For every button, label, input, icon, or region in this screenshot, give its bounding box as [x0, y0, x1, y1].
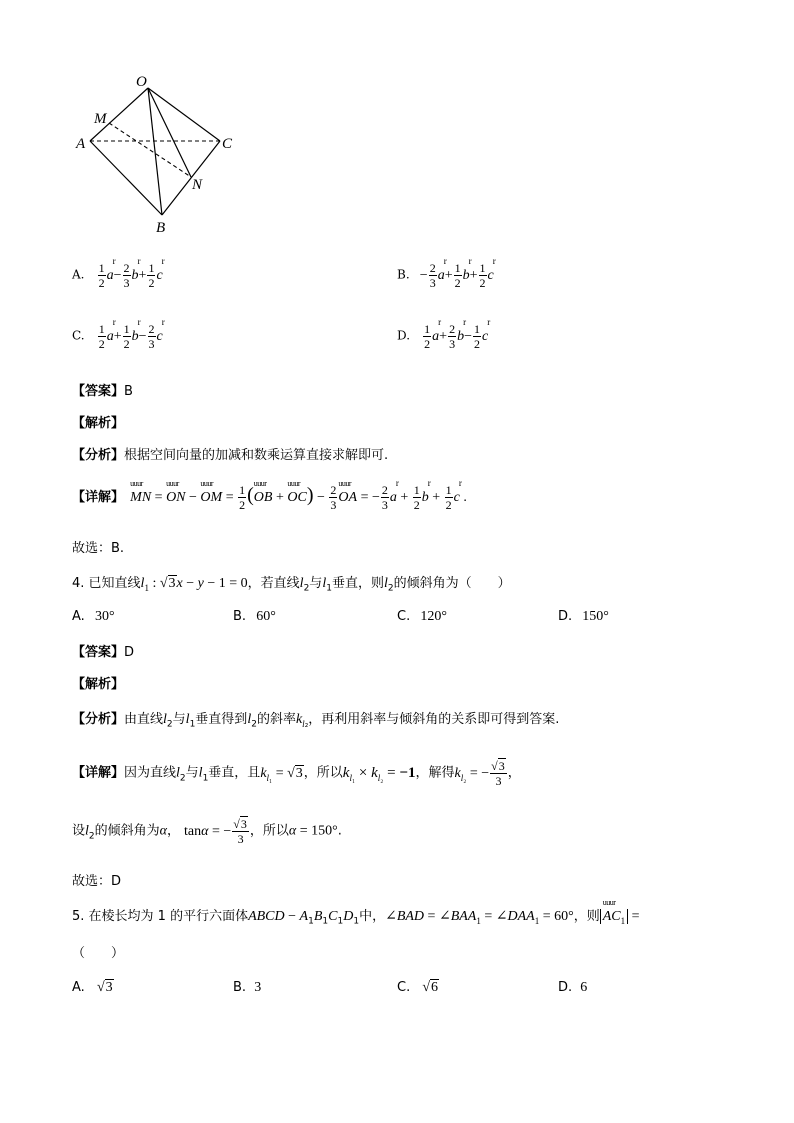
option-letter: C. — [397, 980, 411, 995]
answer-value: B — [124, 384, 133, 399]
q3-answer — [72, 380, 133, 399]
fenxi-text: 由直线 — [124, 712, 164, 727]
coef-num: 1 — [98, 261, 105, 275]
fenxi-text: 的斜率 — [256, 712, 296, 727]
fenxi-text: 垂直得到 — [195, 712, 248, 727]
option-letter: C. — [397, 609, 411, 624]
detail-text: ，所以 — [303, 765, 343, 781]
coef-den: 2 — [98, 337, 105, 351]
detail-text: 设 — [72, 823, 86, 839]
q5-paren: （ ） — [72, 946, 125, 961]
option-letter: D. — [397, 328, 411, 343]
stem-text: 5. 在棱长均为 1 的平行六面体 — [72, 909, 249, 924]
coef-num: 2 — [429, 261, 436, 275]
q5-option-b[interactable] — [233, 980, 261, 996]
option-letter: B. — [233, 980, 247, 995]
label-C: C — [222, 136, 233, 152]
option-letter: C. — [72, 328, 85, 343]
q4-option-a[interactable] — [72, 609, 115, 625]
q4-choose: 故选：D — [72, 874, 122, 889]
option-letter: A. — [72, 267, 85, 282]
detail-text: 因为直线 — [124, 765, 177, 781]
tetrahedron-figure — [70, 70, 250, 240]
stem-text: 中， — [359, 909, 386, 924]
q3-choose: 故选：B. — [72, 541, 125, 556]
coef-den: 3 — [449, 337, 456, 351]
q3-option-c[interactable]: C. $\frac{1}{2}$ r a+ $\frac{1}{2}$ r b− $\frac{2}{3}$ r c — [72, 323, 163, 350]
operator: − — [113, 267, 122, 283]
detail-formula: uuur MN = uuur ON − uuur OM = $\frac{1}{2}$ (uuur OB + uuur OC) − $\frac{2}{3}$ uuur OA = − $\frac{2}{3}$ r a + $\frac{1}{2}$ r b + $\frac{1}{2}$ r c . — [130, 490, 467, 505]
q4-detail-line2: 设$l_2$的倾斜角为α， tanα = − $\frac{√3}{3}$ ，所以α = 150°. — [72, 817, 342, 846]
detail-tag: 【详解】 — [72, 765, 125, 781]
operator: − — [419, 267, 428, 283]
fenxi-text: ，再利用斜率与倾斜角的关系即可得到答案. — [308, 712, 560, 727]
coef-num: 2 — [449, 322, 456, 336]
coef-den: 2 — [148, 276, 155, 290]
q4-answer — [72, 641, 134, 660]
q4-analysis-heading — [72, 673, 124, 692]
q3-option-a[interactable]: A. $\frac{1}{2}$ r a− $\frac{2}{3}$ r b+ $\frac{1}{2}$ r c — [72, 262, 163, 289]
coef-num: 1 — [479, 261, 486, 275]
q4-option-b[interactable] — [233, 609, 276, 625]
option-value: 30° — [94, 609, 115, 624]
coef-den: 2 — [479, 276, 486, 290]
q5-option-a[interactable]: A. √3 — [72, 980, 113, 995]
coef-den: 2 — [98, 276, 105, 290]
detail-text: 与 — [185, 765, 199, 781]
q4-detail: 【详解】因为直线$l_2$与$l_1$垂直，且$k_{l_1} = √3$，所以$k_{l_1} \times k_{l_2} = -1$，解得$k_{l_2}$ = − $\frac{√3}{3}$ ， — [72, 759, 521, 788]
coef-num: 1 — [454, 261, 461, 275]
coef-den: 2 — [123, 337, 130, 351]
label-A: A — [76, 136, 86, 152]
q4-fenxi: 【分析】由直线$l_2$与$l_1$垂直得到$l_2$的斜率$k_{l_2}$，再利用斜率与倾斜角的关系即可得到答案. — [72, 712, 560, 730]
label-N: N — [192, 177, 203, 193]
q5-option-c[interactable]: C. √6 — [397, 980, 439, 995]
coef-den: 2 — [473, 337, 480, 351]
fenxi-text: 与 — [172, 712, 186, 727]
stem-text: 垂直，则 — [331, 576, 384, 591]
option-letter: B. — [233, 609, 247, 624]
q4-option-d[interactable] — [558, 609, 609, 625]
detail-text: 的倾斜角为 — [94, 823, 160, 839]
option-letter: A. — [72, 980, 85, 995]
answer-value: D — [124, 645, 135, 660]
detail-text: ，所以 — [249, 823, 289, 839]
coef-num: 1 — [473, 322, 480, 336]
operator: + — [439, 328, 448, 344]
analysis-tag: 【解析】 — [72, 416, 125, 431]
coef-num: 2 — [148, 322, 155, 336]
operator: − — [138, 328, 147, 344]
q3-analysis-heading — [72, 412, 124, 431]
operator: + — [444, 267, 453, 283]
fenxi-tag: 【分析】 — [72, 712, 125, 727]
coef-num: 2 — [123, 261, 130, 275]
option-value: 120° — [420, 609, 447, 624]
option-value: 60° — [256, 609, 276, 624]
stem-text: 4. 已知直线 — [72, 576, 141, 591]
coef-num: 1 — [123, 322, 130, 336]
q3-option-b[interactable]: B. − $\frac{2}{3}$ r a+ $\frac{1}{2}$ r b+ $\frac{1}{2}$ r c — [397, 262, 494, 289]
option-letter: D. — [558, 609, 573, 624]
option-letter: D. — [558, 980, 573, 995]
answer-tag: 【答案】 — [72, 645, 125, 660]
coef-den: 3 — [148, 337, 155, 351]
coef-den: 3 — [429, 276, 436, 290]
analysis-tag: 【解析】 — [72, 677, 125, 692]
stem-text: 的倾斜角为（ ） — [393, 576, 511, 591]
q4-stem: 4. 已知直线$l_1$ : √3x − y − 1 = 0，若直线$l_2$与$l_1$垂直，则$l_2$的倾斜角为（ ） — [72, 576, 511, 594]
q3-fenxi — [72, 444, 388, 463]
fenxi-tag: 【分析】 — [72, 448, 125, 463]
detail-tag: 【详解】 — [72, 490, 125, 505]
coef-den: 3 — [123, 276, 130, 290]
option-value: 6 — [431, 980, 439, 995]
q3-detail — [72, 484, 467, 511]
detail-text: ，解得 — [415, 765, 455, 781]
fenxi-text: 根据空间向量的加减和数乘运算直接求解即可. — [124, 448, 389, 463]
q5-option-d[interactable] — [558, 980, 587, 996]
coef-num: 1 — [424, 322, 431, 336]
operator: + — [138, 267, 147, 283]
operator: + — [113, 328, 122, 344]
q4-option-c[interactable] — [397, 609, 447, 625]
label-O: O — [136, 74, 147, 90]
option-value: 6 — [580, 980, 588, 995]
answer-tag: 【答案】 — [72, 384, 125, 399]
coef-den: 2 — [454, 276, 461, 290]
option-letter: A. — [72, 609, 85, 624]
coef-num: 1 — [148, 261, 155, 275]
option-letter: B. — [397, 267, 410, 282]
q3-option-d[interactable]: D. $\frac{1}{2}$ r a+ $\frac{2}{3}$ r b− $\frac{1}{2}$ r c — [397, 323, 488, 350]
detail-text: 垂直，且 — [208, 765, 261, 781]
stem-text: ，则 — [573, 909, 600, 924]
option-value: 3 — [254, 980, 262, 995]
stem-text: 与 — [309, 576, 323, 591]
operator: + — [469, 267, 478, 283]
option-value: 150° — [582, 609, 609, 624]
label-M: M — [94, 111, 107, 127]
option-value: 3 — [105, 980, 113, 995]
operator: − — [464, 328, 472, 344]
coef-num: 1 — [98, 322, 105, 336]
q5-stem: 5. 在棱长均为 1 的平行六面体ABCD − $A_1B_1C_1D_1$中，∠BAD = $\angle BAA_1$ = $\angle DAA_1 = 60^\circ$，则uuur $AC_1$ = — [72, 905, 640, 927]
label-B: B — [156, 220, 166, 236]
coef-den: 2 — [424, 337, 431, 351]
stem-text: ，若直线 — [247, 576, 300, 591]
